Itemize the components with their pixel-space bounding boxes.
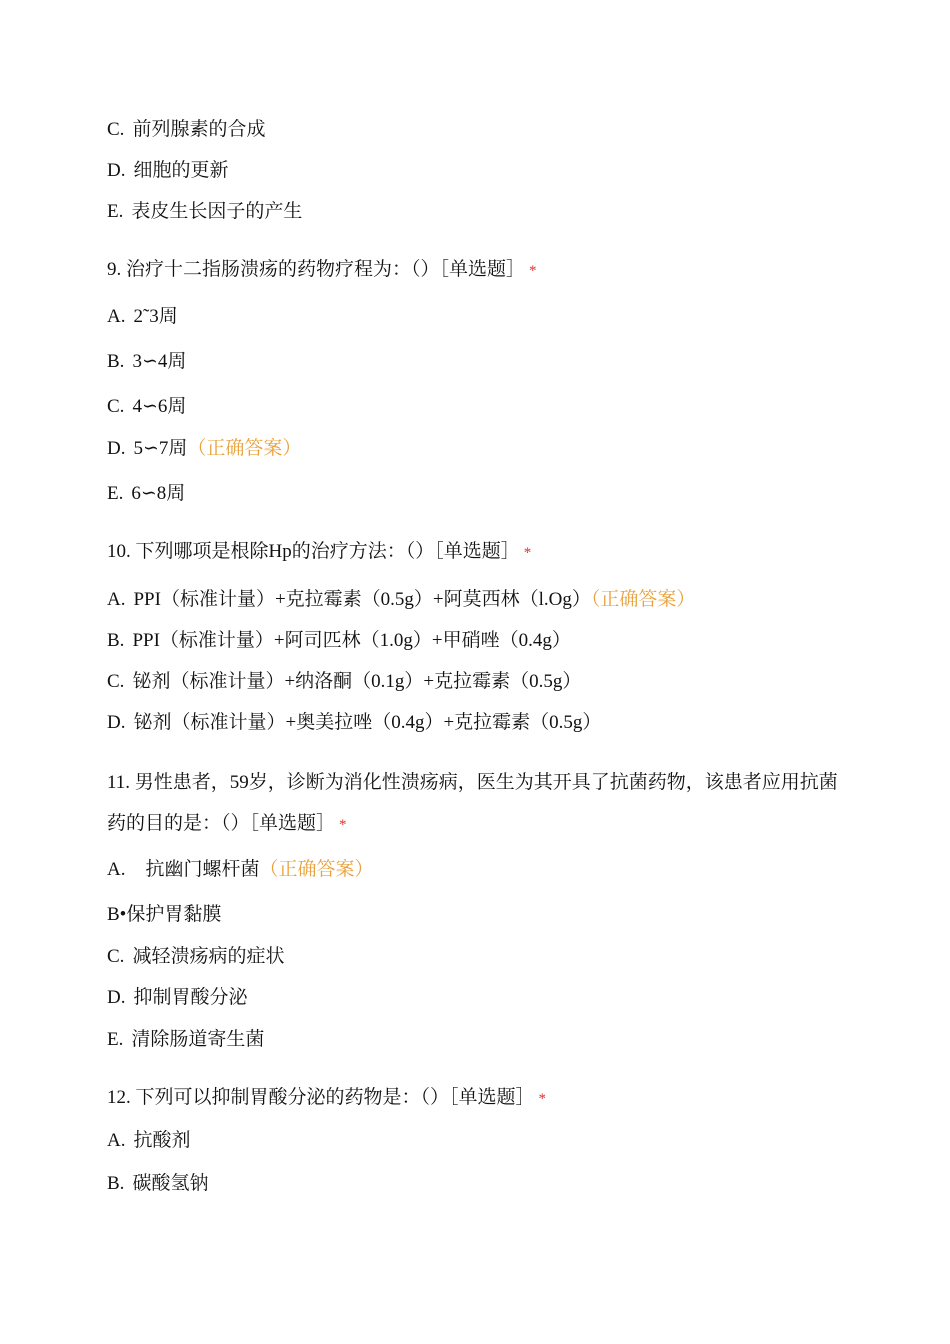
q8-option-d[interactable] bbox=[107, 159, 229, 183]
question-11-stem bbox=[107, 762, 847, 846]
q8-option-c[interactable] bbox=[107, 118, 265, 142]
option-text: 保护胃黏膜 bbox=[126, 904, 222, 925]
correct-answer-tag: （正确答案） bbox=[590, 589, 696, 610]
question-text: 男性患者，59岁，诊断为消化性溃疡病，医生为其开具了抗菌药物，该患者应用抗菌药的目的是：（）［单选题］ bbox=[107, 772, 838, 834]
option-text: 抗幽门螺杆菌 bbox=[145, 859, 260, 880]
required-star: * bbox=[523, 545, 532, 561]
option-text: PPI（标准计量）+阿司匹林（1.0g）+甲硝唑（0.4g） bbox=[132, 630, 571, 651]
option-letter: A. bbox=[107, 306, 126, 327]
q9-option-c[interactable] bbox=[107, 395, 186, 419]
option-text: 2˜3周 bbox=[133, 306, 178, 327]
option-text: PPI（标准计量）+克拉霉素（0.5g）+阿莫西林（l.Og） bbox=[133, 589, 591, 610]
q11-option-a[interactable] bbox=[107, 858, 374, 882]
q12-option-b[interactable] bbox=[107, 1172, 208, 1196]
q9-option-b[interactable] bbox=[107, 350, 186, 374]
option-letter: B. bbox=[107, 351, 125, 372]
question-number: 10. bbox=[107, 541, 131, 562]
option-letter: E. bbox=[107, 1029, 124, 1050]
q11-option-d[interactable] bbox=[107, 986, 248, 1010]
option-letter: D. bbox=[107, 987, 126, 1008]
option-letter: D. bbox=[107, 160, 126, 181]
question-number: 12. bbox=[107, 1087, 131, 1108]
q11-option-b[interactable] bbox=[107, 903, 221, 927]
option-letter: C. bbox=[107, 396, 125, 417]
q9-option-d[interactable] bbox=[107, 437, 301, 461]
correct-answer-tag: （正确答案） bbox=[187, 438, 302, 459]
option-letter: C. bbox=[107, 119, 125, 140]
question-9-stem bbox=[107, 258, 537, 283]
question-text: 治疗十二指肠溃疡的药物疗程为：（）［单选题］ bbox=[126, 259, 526, 280]
option-text: 前列腺素的合成 bbox=[132, 119, 266, 140]
question-number: 11. bbox=[107, 772, 131, 793]
q11-option-c[interactable] bbox=[107, 945, 284, 969]
correct-answer-tag: （正确答案） bbox=[259, 859, 374, 880]
option-text: 减轻溃疡病的症状 bbox=[132, 946, 285, 967]
q9-option-a[interactable] bbox=[107, 305, 178, 329]
option-text: 3∽4周 bbox=[132, 351, 187, 372]
required-star: * bbox=[339, 817, 347, 833]
option-letter: D. bbox=[107, 438, 126, 459]
option-text: 4∽6周 bbox=[132, 396, 187, 417]
q8-option-e[interactable] bbox=[107, 200, 302, 224]
required-star: * bbox=[538, 1091, 547, 1107]
option-letter: E. bbox=[107, 201, 124, 222]
option-letter: B• bbox=[107, 904, 127, 925]
question-text: 下列可以抑制胃酸分泌的药物是：（）［单选题］ bbox=[135, 1087, 535, 1108]
option-letter: A. bbox=[107, 859, 126, 880]
q9-option-e[interactable] bbox=[107, 482, 185, 506]
question-number: 9. bbox=[107, 259, 122, 280]
option-text: 6∽8周 bbox=[131, 483, 186, 504]
required-star: * bbox=[529, 263, 537, 279]
option-letter: A. bbox=[107, 589, 126, 610]
option-text: 铋剂（标准计量）+奥美拉唑（0.4g）+克拉霉素（0.5g） bbox=[133, 712, 602, 733]
option-letter: B. bbox=[107, 1173, 125, 1194]
option-letter: C. bbox=[107, 671, 125, 692]
option-text: 铋剂（标准计量）+纳洛酮（0.1g）+克拉霉素（0.5g） bbox=[132, 671, 582, 692]
option-text: 清除肠道寄生菌 bbox=[131, 1029, 265, 1050]
question-text: 下列哪项是根除Hp的治疗方法：（）［单选题］ bbox=[135, 541, 520, 562]
question-10-stem bbox=[107, 540, 531, 565]
q11-option-e[interactable] bbox=[107, 1028, 264, 1052]
q10-option-b[interactable] bbox=[107, 629, 571, 653]
option-text: 细胞的更新 bbox=[133, 160, 229, 181]
option-letter: A. bbox=[107, 1130, 126, 1151]
q10-option-a[interactable] bbox=[107, 588, 695, 612]
option-letter: E. bbox=[107, 483, 124, 504]
option-text: 表皮生长因子的产生 bbox=[131, 201, 303, 222]
question-12-stem bbox=[107, 1086, 546, 1111]
option-letter: B. bbox=[107, 630, 125, 651]
q12-option-a[interactable] bbox=[107, 1129, 191, 1153]
option-letter: D. bbox=[107, 712, 126, 733]
q10-option-d[interactable] bbox=[107, 711, 601, 735]
option-letter: C. bbox=[107, 946, 125, 967]
option-text: 抑制胃酸分泌 bbox=[133, 987, 248, 1008]
option-text: 碳酸氢钠 bbox=[132, 1173, 209, 1194]
option-text: 5∽7周 bbox=[133, 438, 188, 459]
option-text: 抗酸剂 bbox=[133, 1130, 191, 1151]
q10-option-c[interactable] bbox=[107, 670, 581, 694]
